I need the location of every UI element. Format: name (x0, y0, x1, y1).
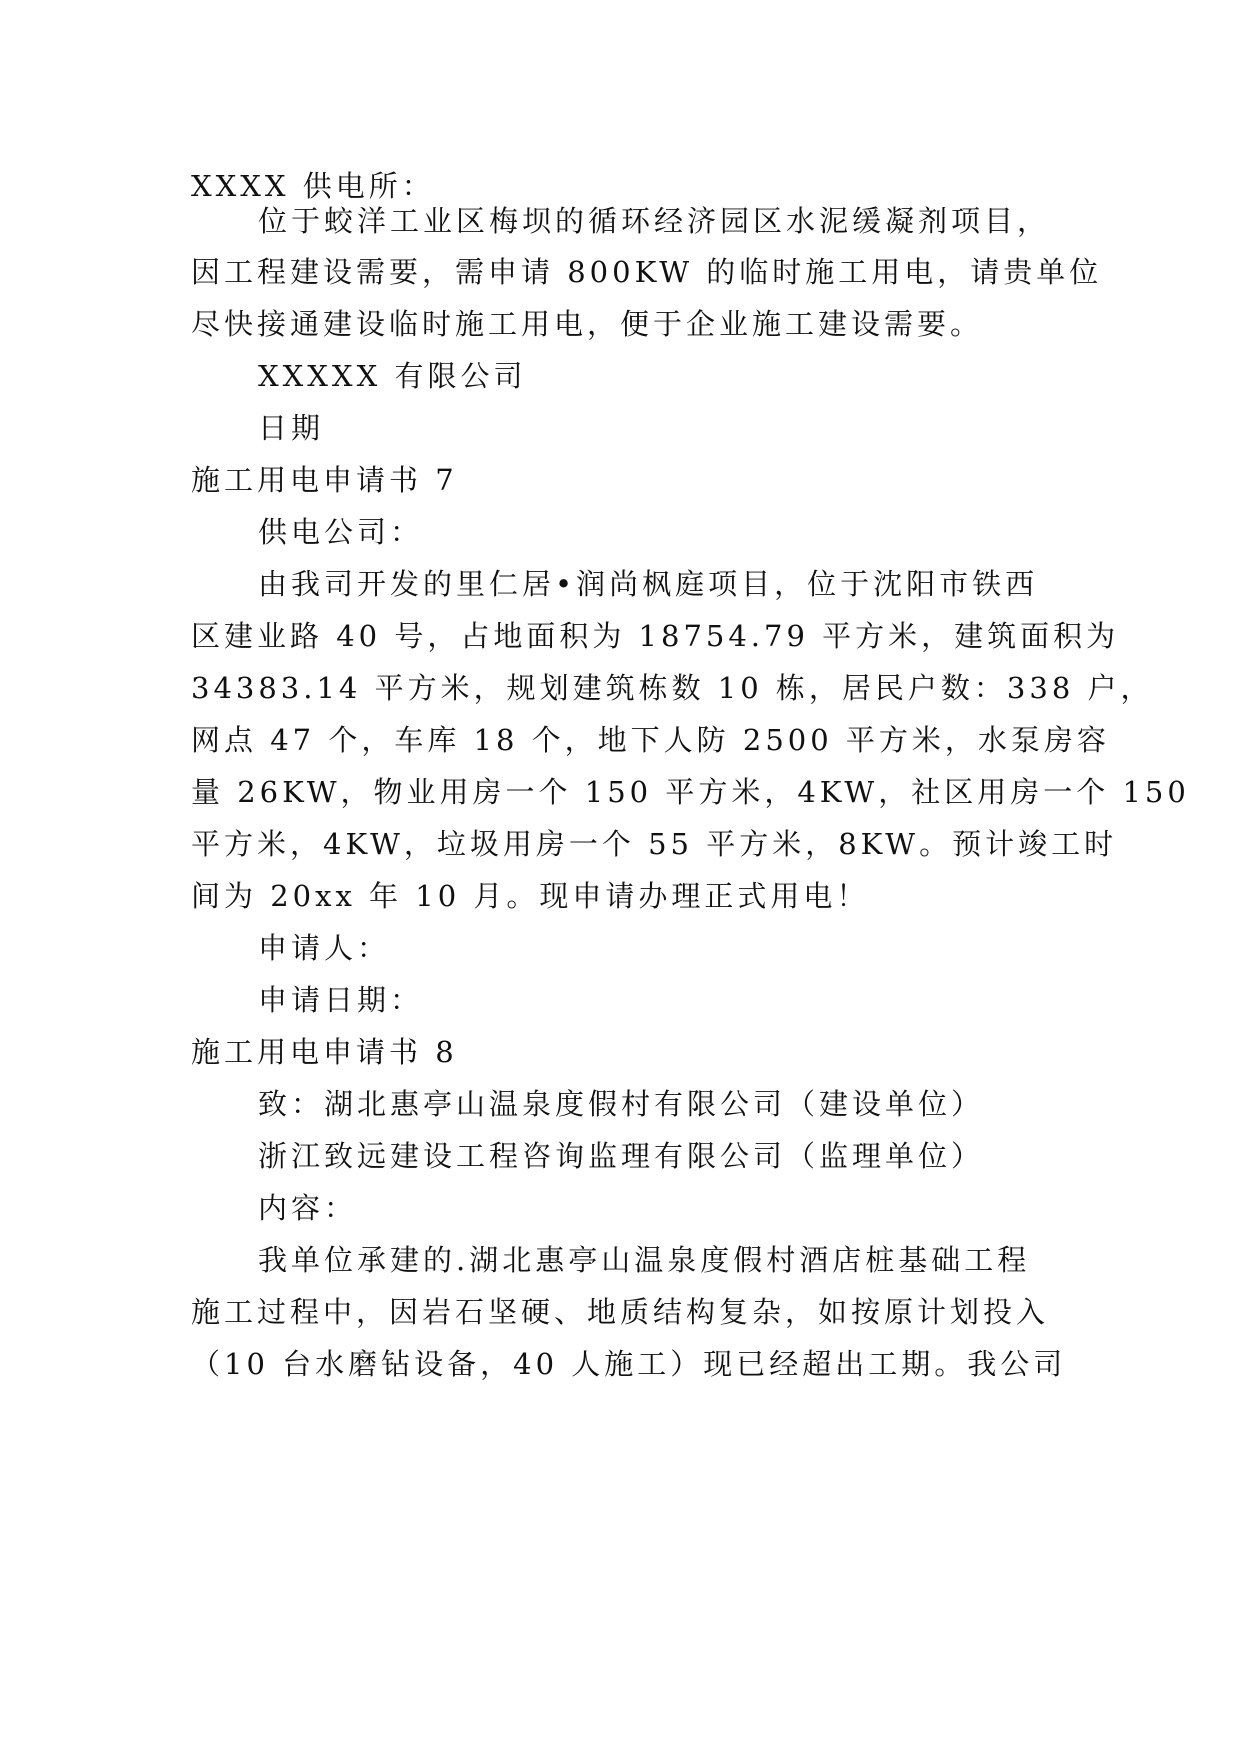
letter1-body-line: 因工程建设需要，需申请 800KW 的临时施工用电，请贵单位 (191, 255, 1103, 289)
letter3-body-line: （10 台水磨钻设备，40 人施工）现已经超出工期。我公司 (191, 1347, 1067, 1381)
letter2-body-line: 间为 20xx 年 10 月。现申请办理正式用电！ (191, 879, 870, 913)
letter3-recipient: 致：湖北惠亭山温泉度假村有限公司（建设单位） (258, 1087, 985, 1121)
letter2-body-line: 由我司开发的里仁居•润尚枫庭项目，位于沈阳市铁西 (258, 567, 1039, 601)
letter3-recipient: 浙江致远建设工程咨询监理有限公司（监理单位） (258, 1139, 985, 1173)
letter3-title: 施工用电申请书 8 (191, 1035, 458, 1069)
letter1-body-line: 尽快接通建设临时施工用电，便于企业施工建设需要。 (191, 307, 984, 341)
letter2-applicant: 申请人： (258, 931, 391, 965)
letter2-body-line: 34383.14 平方米，规划建筑栋数 10 栋，居民户数：338 户， (191, 671, 1154, 705)
letter2-body-line: 平方米，4KW，垃圾用房一个 55 平方米，8KW。预计竣工时 (191, 827, 1118, 861)
letter1-body-line: 位于蛟洋工业区梅坝的循环经济园区水泥缓凝剂项目， (258, 204, 1051, 238)
letter1-salutation: XXXX 供电所： (191, 169, 435, 203)
letter3-body-line: 我单位承建的.湖北惠亭山温泉度假村酒店桩基础工程 (258, 1243, 1031, 1277)
letter3-content-label: 内容： (258, 1191, 358, 1225)
letter2-salutation: 供电公司： (258, 515, 424, 549)
letter2-body-line: 网点 47 个，车库 18 个，地下人防 2500 平方米，水泵房容 (191, 723, 1110, 757)
letter3-body-line: 施工过程中，因岩石坚硬、地质结构复杂，如按原计划投入 (191, 1295, 1050, 1329)
letter2-body-line: 量 26KW，物业用房一个 150 平方米，4KW，社区用房一个 150 (191, 775, 1190, 809)
letter2-title: 施工用电申请书 7 (191, 463, 458, 497)
letter2-apply-date: 申请日期： (258, 983, 424, 1017)
letter1-signature: XXXXX 有限公司 (258, 359, 527, 393)
letter2-body-line: 区建业路 40 号，占地面积为 18754.79 平方米，建筑面积为 (191, 619, 1120, 653)
letter1-date: 日期 (258, 411, 325, 445)
